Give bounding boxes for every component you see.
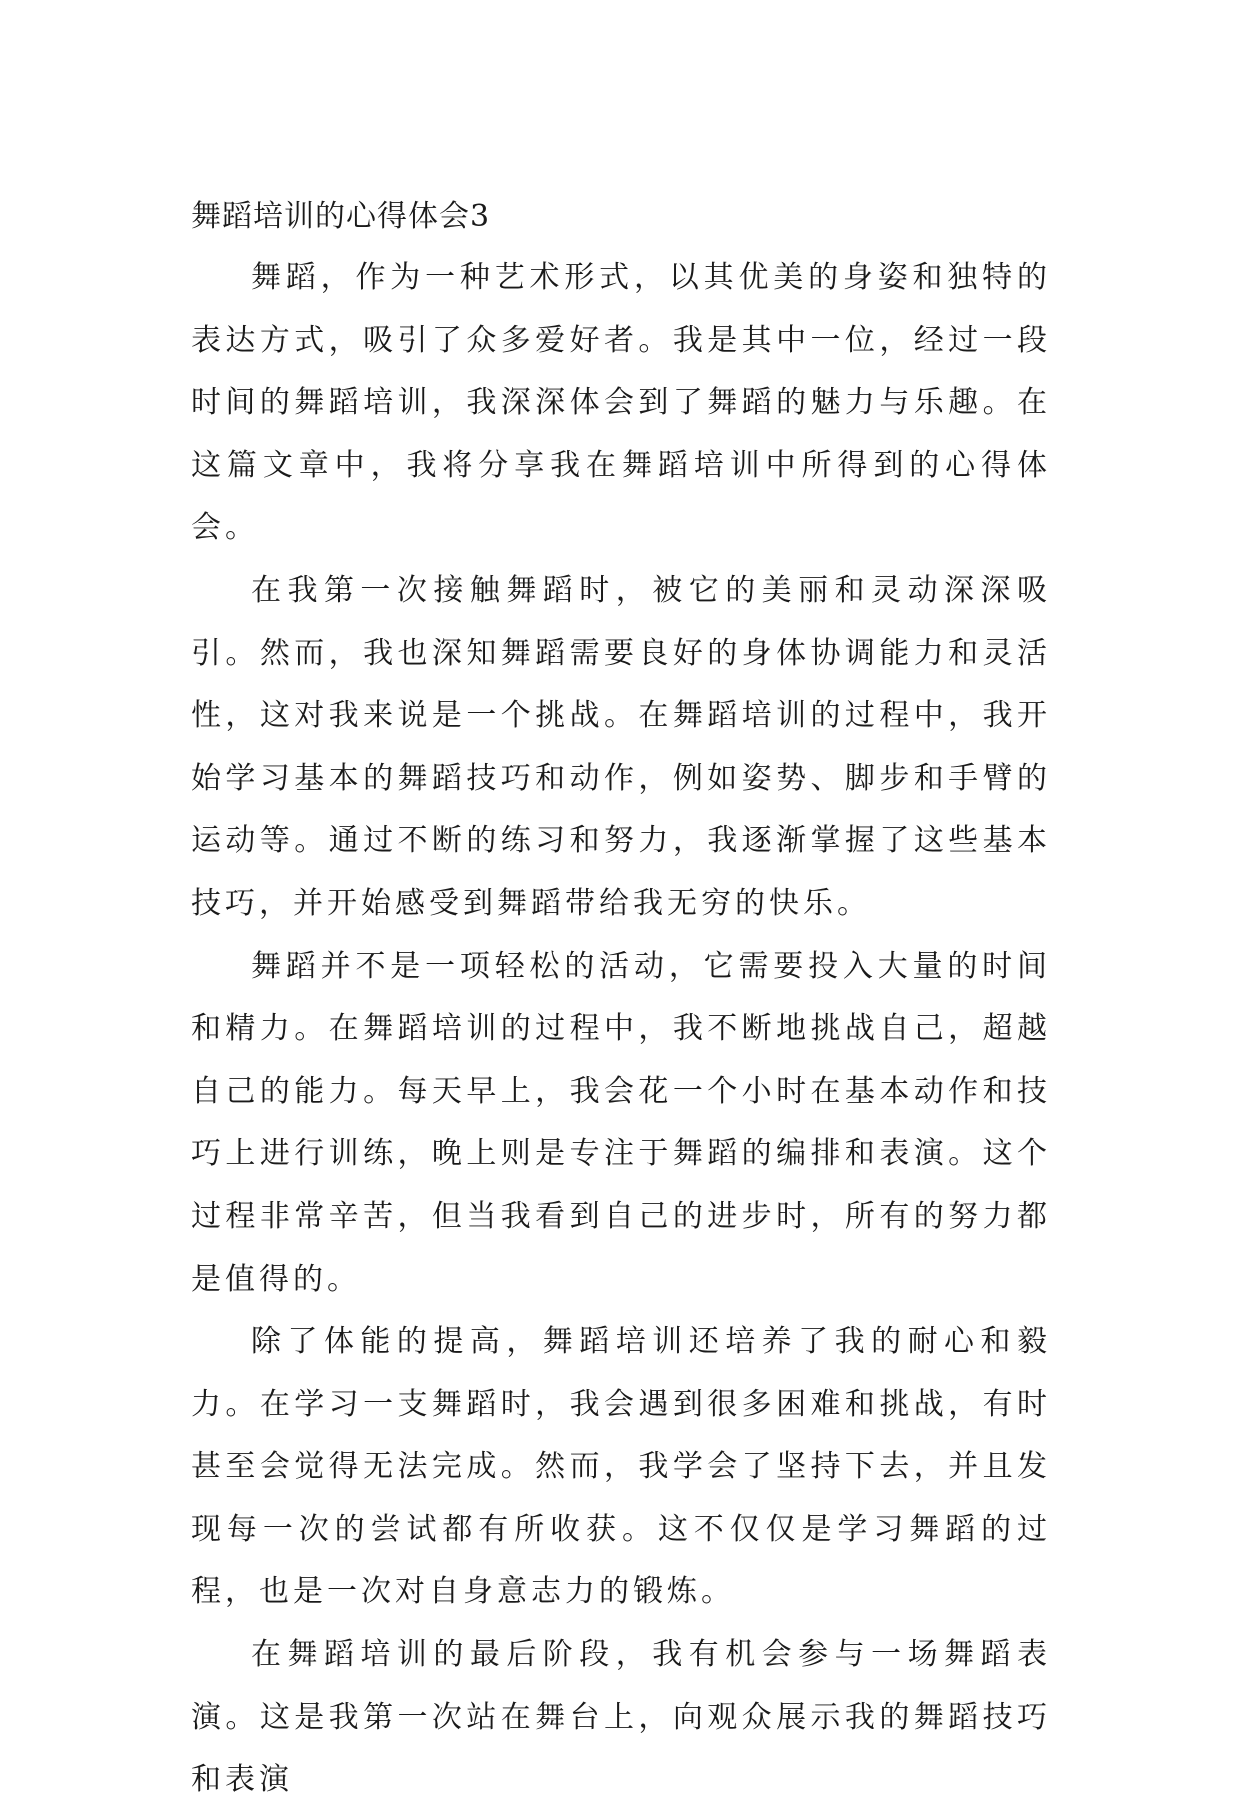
paragraph-performance: 在舞蹈培训的最后阶段，我有机会参与一场舞蹈表演。这是我第一次站在舞台上，向观众展示我的舞蹈技巧和表演	[191, 1637, 1051, 1798]
paragraph-effort: 舞蹈并不是一项轻松的活动，它需要投入大量的时间和精力。在舞蹈培训的过程中，我不断地挑战自己，超越自己的能力。每天早上，我会花一个小时在基本动作和技巧上进行训练，晚上则是专注于舞蹈的编排和表演。这个过程非常辛苦，但当我看到自己的进步时，所有的努力都是值得的。	[191, 948, 1051, 1297]
document-body	[191, 187, 1051, 1812]
paragraph-intro: 舞蹈，作为一种艺术形式，以其优美的身姿和独特的表达方式，吸引了众多爱好者。我是其中一位，经过一段时间的舞蹈培训，我深深体会到了舞蹈的魅力与乐趣。在这篇文章中，我将分享我在舞蹈培训中所得到的心得体会。	[191, 260, 1051, 546]
paragraph-patience: 除了体能的提高，舞蹈培训还培养了我的耐心和毅力。在学习一支舞蹈时，我会遇到很多困难和挑战，有时甚至会觉得无法完成。然而，我学会了坚持下去，并且发现每一次的尝试都有所收获。这不仅仅是学习舞蹈的过程，也是一次对自身意志力的锻炼。	[191, 1324, 1051, 1610]
paragraph-first-contact: 在我第一次接触舞蹈时，被它的美丽和灵动深深吸引。然而，我也深知舞蹈需要良好的身体协调能力和灵活性，这对我来说是一个挑战。在舞蹈培训的过程中，我开始学习基本的舞蹈技巧和动作，例如姿势、脚步和手臂的运动等。通过不断的练习和努力，我逐渐掌握了这些基本技巧，并开始感受到舞蹈带给我无穷的快乐。	[191, 572, 1051, 921]
document-title: 舞蹈培训的心得体会3	[191, 199, 491, 234]
